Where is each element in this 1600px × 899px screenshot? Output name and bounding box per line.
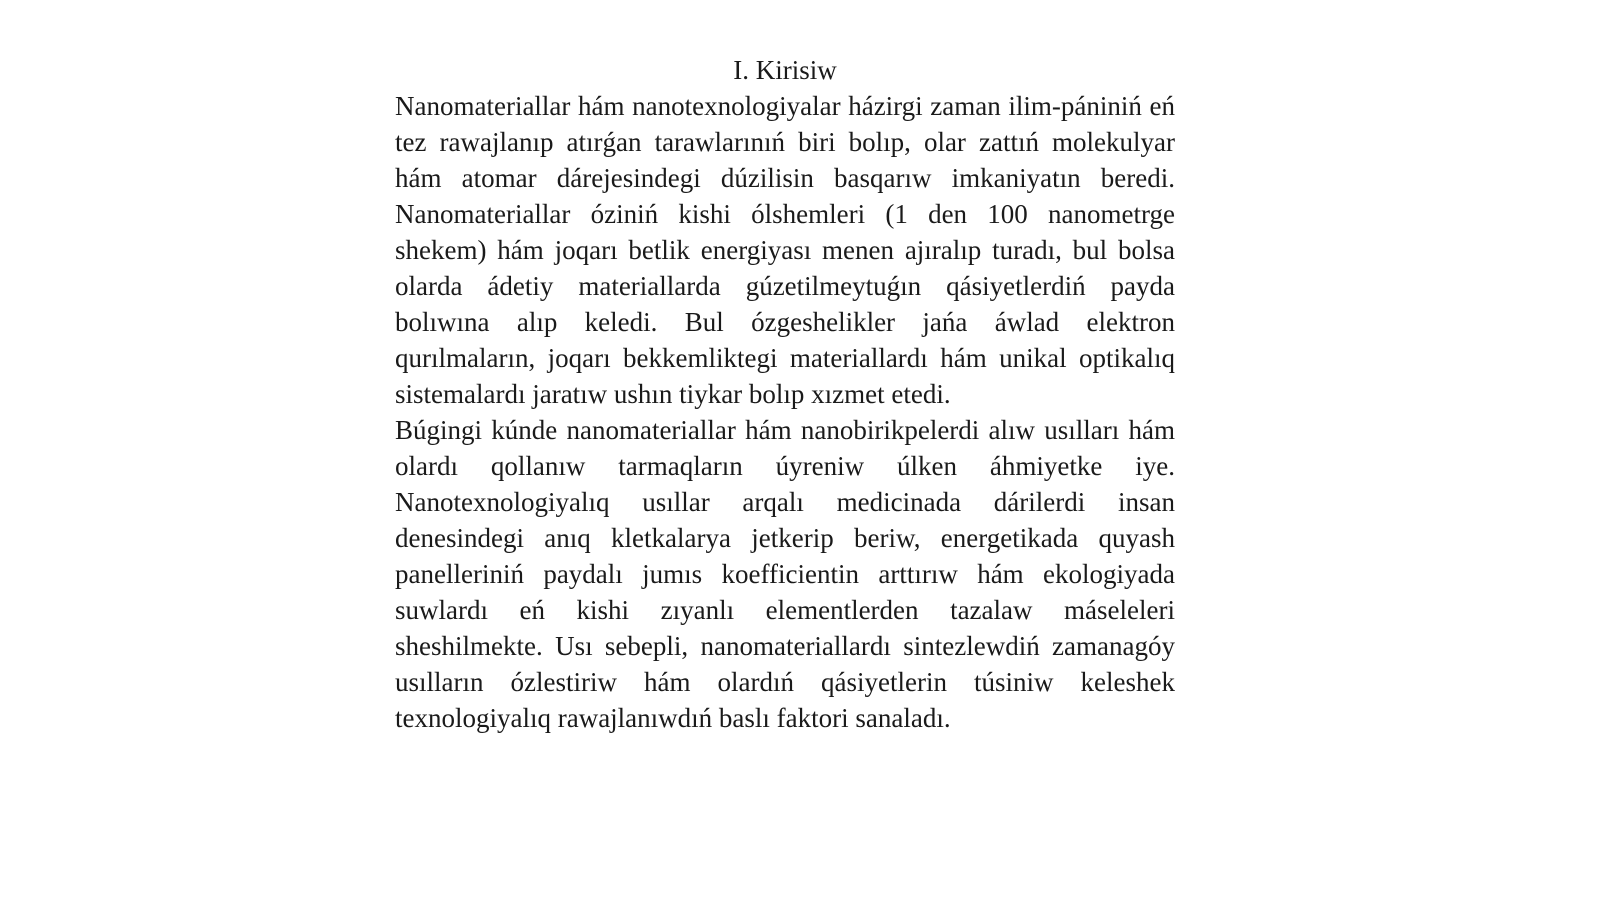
section-heading: I. Kirisiw — [733, 55, 837, 85]
paragraph-2: Búgingi kúnde nanomateriallar hám nanobirikpelerdi alıw usılları hám olardı qollanıw tarmaqların úyreniw úlken áhmiyetke iye. Nanotexnologiyalıq usıllar arqalı medicinada dárilerdi insan denesindegi anıq kletkalarya jetkerip beriw, energetikada quyash panelleriniń paydalı jumıs koefficientin arttırıw hám ekologiyada suwlardı eń kishi zıyanlı elementlerden tazalaw máseleleri sheshilmekte. Usı sebepli, nanomateriallardı sintezlewdiń zamanagóy usılların ózlestiriw hám olardıń qásiyetlerin túsiniw keleshek texnologiyalıq rawajlanıwdıń baslı faktori sanaladı. — [395, 415, 1175, 733]
paragraph-1: Nanomateriallar hám nanotexnologiyalar házirgi zaman ilim-pániniń eń tez rawajlanıp atırǵan tarawlarınıń biri bolıp, olar zattıń molekulyar hám atomar dárejesindegi dúzilisin basqarıw imkaniyatın beredi. Nanomateriallar óziniń kishi ólshemleri (1 den 100 nanometrge shekem) hám joqarı betlik energiyası menen ajıralıp turadı, bul bolsa olarda ádetiy materiallarda gúzetilmeytuǵın qásiyetlerdiń payda bolıwına alıp keledi. Bul ózgeshelikler jańa áwlad elektron qurılmaların, joqarı bekkemliktegi materiallardı hám unikal optikalıq sistemalardı jaratıw ushın tiykar bolıp xızmet etedi. — [395, 91, 1175, 409]
document-body — [395, 52, 1175, 736]
